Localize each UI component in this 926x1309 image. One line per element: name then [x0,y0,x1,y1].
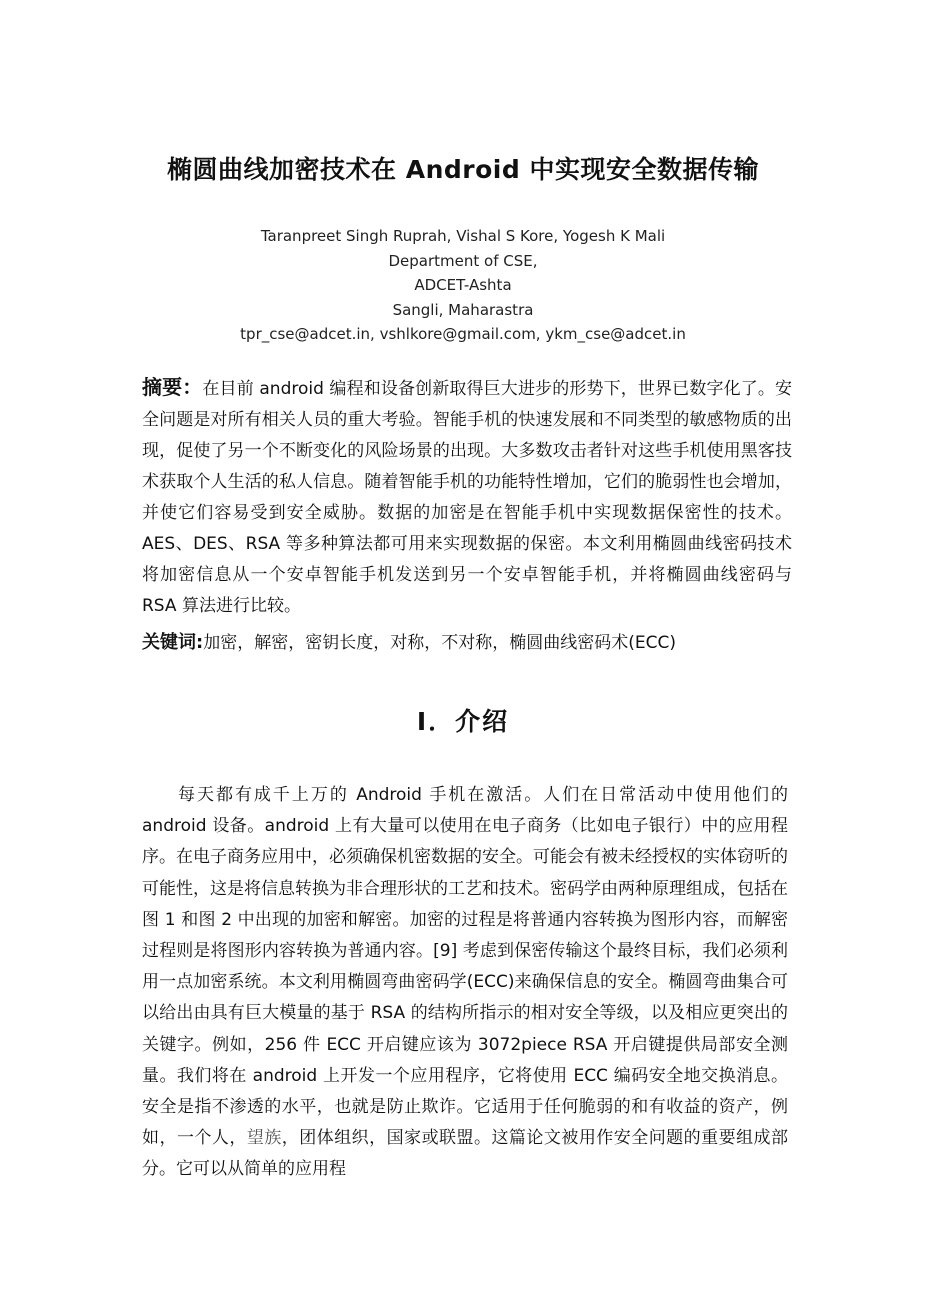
abstract-label: 摘要： [142,375,203,399]
keywords [142,627,792,659]
abstract-text: 在目前 android 编程和设备创新取得巨大进步的形势下，世界已数字化了。安全问题是对所有相关人员的重大考验。智能手机的快速发展和不同类型的敏感物质的出现，促使了另一个不断变化的风险场景的出现。大多数攻击者针对这些手机使用黑客技术获取个人生活的私人信息。随着智能手机的功能特性增加，它们的脆弱性也会增加，并使它们容易受到安全威胁。数据的加密是在智能手机中实现数据保密性的技术。AES、DES、RSA 等多种算法都可用来实现数据的保密。本文利用椭圆曲线密码技术将加密信息从一个安卓智能手机发送到另一个安卓智能手机，并将椭圆曲线密码与 RSA 算法进行比较。 [142,379,793,616]
keywords-label: 关键词: [142,632,204,653]
paper-title: 椭圆曲线加密技术在 Android 中实现安全数据传输 [167,155,759,184]
intro-text-part1: 每天都有成千上万的 Android 手机在激活。人们在日常活动中使用他们的 android 设备。android 上有大量可以使用在电子商务（比如电子银行）中的应用程序。在电子商务应用中，必须确保机密数据的安全。可能会有被未经授权的实体窃听的可能性，这是将信息转换为非合理形状的工艺和技术。密码学由两种原理组成，包括在图 1 和图 2 中出现的加密和解密。加密的过程是将普通内容转换为图形内容，而解密过程则是将图形内容转换为普通内容。[9] 考虑到保密传输这个最终目标，我们必须利用一点加密系统。本文利用椭圆弯曲密码学(ECC)来确保信息的安全。椭圆弯曲集合可以给出由具有巨大模量的基于 RSA 的结构所指示的相对安全等级，以及相应更突出的关键字。例如，256 件 ECC 开启键应该为 3072piece RSA 开启键提供局部安全测量。我们将在 android 上开发一个应用程序，它将使用 ECC 编码安全地交换消息。安全是指不渗透的水平，也就是防止欺诈。它适用于任何脆弱的和有收益的资产，例如，一个人， [142,785,788,1149]
intro-paragraph [142,780,788,1186]
section-heading-introduction: I．介绍 [416,707,510,736]
intro-text-part2: ，团体组织，国家或联盟。这篇论文被用作安全问题的重要组成部分。它可以从简单的应用程 [142,1128,789,1180]
author-department: Department of CSE, [388,251,538,270]
keywords-text: 加密，解密，密钥长度，对称，不对称，椭圆曲线密码术(ECC) [203,633,676,653]
abstract [142,372,792,622]
author-institute: ADCET-Ashta [414,276,512,294]
intro-highlight: 望族 [246,1128,282,1149]
author-names: Taranpreet Singh Ruprah, Vishal S Kore, Yogesh K Mali [260,227,666,245]
author-location: Sangli, Maharastra [392,300,534,319]
author-emails: tpr_cse@adcet.in, vshlkore@gmail.com, ykm_cse@adcet.in [240,325,686,343]
author-block [0,224,926,347]
